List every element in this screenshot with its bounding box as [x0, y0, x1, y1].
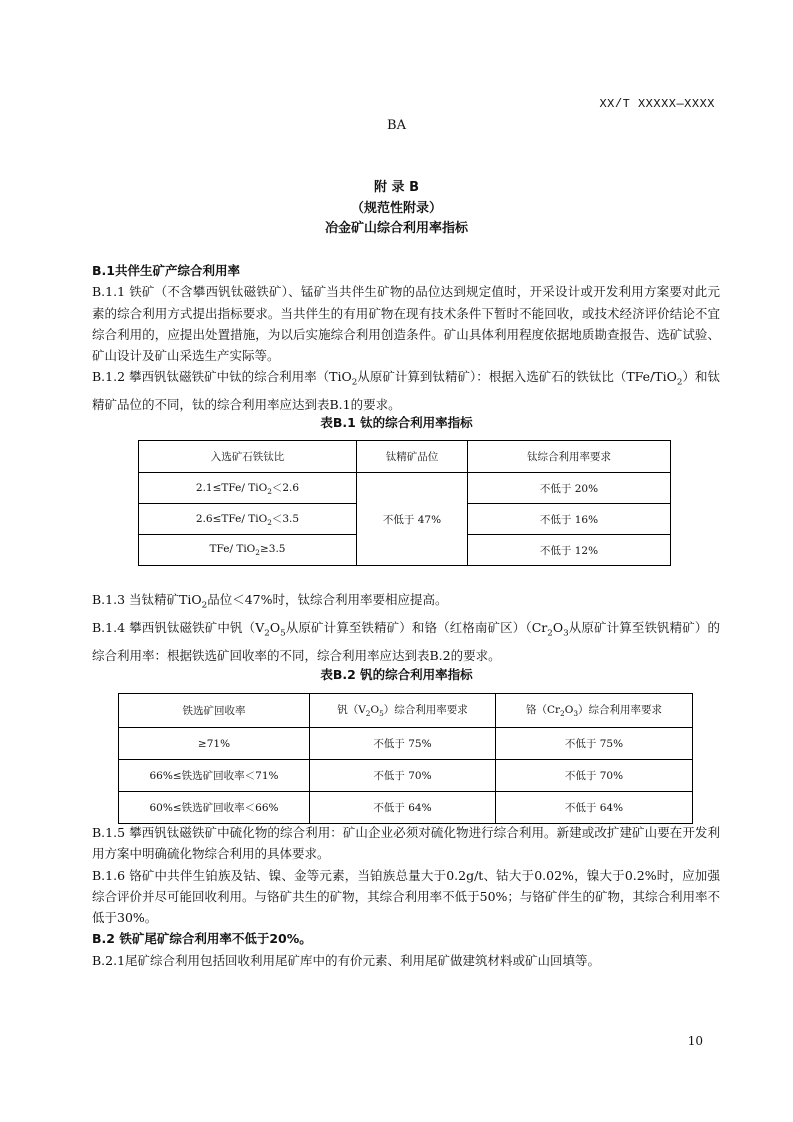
table2-cell: 不低于 75% — [310, 728, 496, 760]
appendix-label: 附 录 B — [374, 180, 419, 195]
table1 — [138, 440, 671, 566]
table1-caption: 表B.1 钛的综合利用率指标 — [320, 415, 473, 430]
table1-cell: 不低于 12% — [468, 535, 671, 566]
table1-header: 钛综合利用率要求 — [468, 441, 671, 473]
clause-b15: B.1.5 攀西钒钛磁铁矿中硫化物的综合利用：矿山企业必须对硫化物进行综合利用。新建或改扩建矿山要在开发利用方案中明确硫化物综合利用的具体要求。 — [92, 825, 720, 862]
section-b1 — [92, 260, 720, 416]
table1-header: 钛精矿品位 — [357, 441, 468, 473]
table2-caption: 表B.2 钒的综合利用率指标 — [320, 667, 473, 682]
table2-cell: 不低于 64% — [310, 792, 496, 824]
ba-mark: BA — [387, 118, 406, 133]
appendix-type: （规范性附录） — [350, 201, 442, 216]
b1-heading: B.1共伴生矿产综合利用率 — [92, 263, 240, 278]
clause-b14: B.1.4 攀西钒钛磁铁矿中钒（$V_2O_5$从原矿计算至铁精矿）和铬（红格南矿区）（$Cr_2O_3$从原矿计算至铁钒精矿）的综合利用率：根据铁选矿回收率的不同，综合利用率应达到表B.2的要求。 — [92, 619, 720, 663]
clause-b21: B.2.1尾矿综合利用包括回收利用尾矿库中的有价元素、利用尾矿做建筑材料或矿山回填等。 — [92, 952, 601, 968]
table1-header: 入选矿石铁钛比 — [139, 441, 357, 473]
doc-code: XX/T XXXXX—XXXX — [599, 97, 715, 111]
section-b13-b14 — [92, 589, 720, 666]
table2-cell: 不低于 70% — [496, 760, 693, 792]
table2-cell: 不低于 75% — [496, 728, 693, 760]
table1-cell: 2.1≤TFe/ TiO$_2$＜2.6 — [139, 473, 357, 504]
table1-cell: TFe/ TiO$_2$≥3.5 — [139, 535, 357, 566]
table2-cell: 不低于 64% — [496, 792, 693, 824]
appendix-title: 冶金矿山综合利用率指标 — [324, 221, 468, 236]
page-number: 10 — [687, 1034, 703, 1048]
table2-cell: ≥71% — [119, 728, 310, 760]
table2-header: 铁选矿回收率 — [119, 694, 310, 728]
clause-b11: B.1.1 铁矿（不含攀西钒钛磁铁矿）、锰矿当共伴生矿物的品位达到规定值时，开采设计或开发利用方案要对此元素的综合利用方式提出指标要求。当共伴生的有用矿物在现有技术条件下暂时不能回收，或技术经济评价结论不宜综合利用的，应提出处置措施，为以后实施综合利用创造条件。矿山具体利用程度依据地质勘查报告、选矿试验、矿山设计及矿山采选生产实际等。 — [92, 284, 720, 364]
table2 — [118, 693, 693, 824]
table2-cell: 66%≤铁选矿回收率＜71% — [119, 760, 310, 792]
table2-cell: 60%≤铁选矿回收率＜66% — [119, 792, 310, 824]
table2-header: 铬$(Cr_2O_3)$综合利用率要求 — [496, 694, 693, 728]
clause-b12: B.1.2 攀西钒钛磁铁矿中钛的综合利用率（TiO$_2$从原矿计算到钛精矿）：根据入选矿石的铁钛比（TFe/TiO$_2$）和钛精矿品位的不同，钛的综合利用率应达到表B.1的要求。 — [92, 369, 720, 413]
clause-b13: B.1.3 当钛精矿TiO$_2$品位＜47%时，钛综合利用率要相应提高。 — [92, 592, 448, 611]
table2-header: 钒$(V_2O_5)$综合利用率要求 — [310, 694, 496, 728]
b2-heading: B.2 铁矿尾矿综合利用率不低于20%。 — [92, 931, 312, 947]
table1-cell: 不低于 20% — [468, 473, 671, 504]
section-b15-b2 — [92, 822, 720, 971]
table1-cell: 2.6≤TFe/ TiO$_2$＜3.5 — [139, 504, 357, 535]
table2-cell: 不低于 70% — [310, 760, 496, 792]
table1-grade-cell: 不低于 47% — [357, 473, 468, 566]
clause-b16: B.1.6 铬矿中共伴生铂族及钴、镍、金等元素，当铂族总量大于0.2g/t、钴大于0.02%，镍大于0.2%时，应加强综合评价并尽可能回收利用。与铬矿共生的矿物，其综合利用率不低于50%；与铬矿伴生的矿物，其综合利用率不低于30%。 — [92, 867, 720, 926]
table1-cell: 不低于 16% — [468, 504, 671, 535]
